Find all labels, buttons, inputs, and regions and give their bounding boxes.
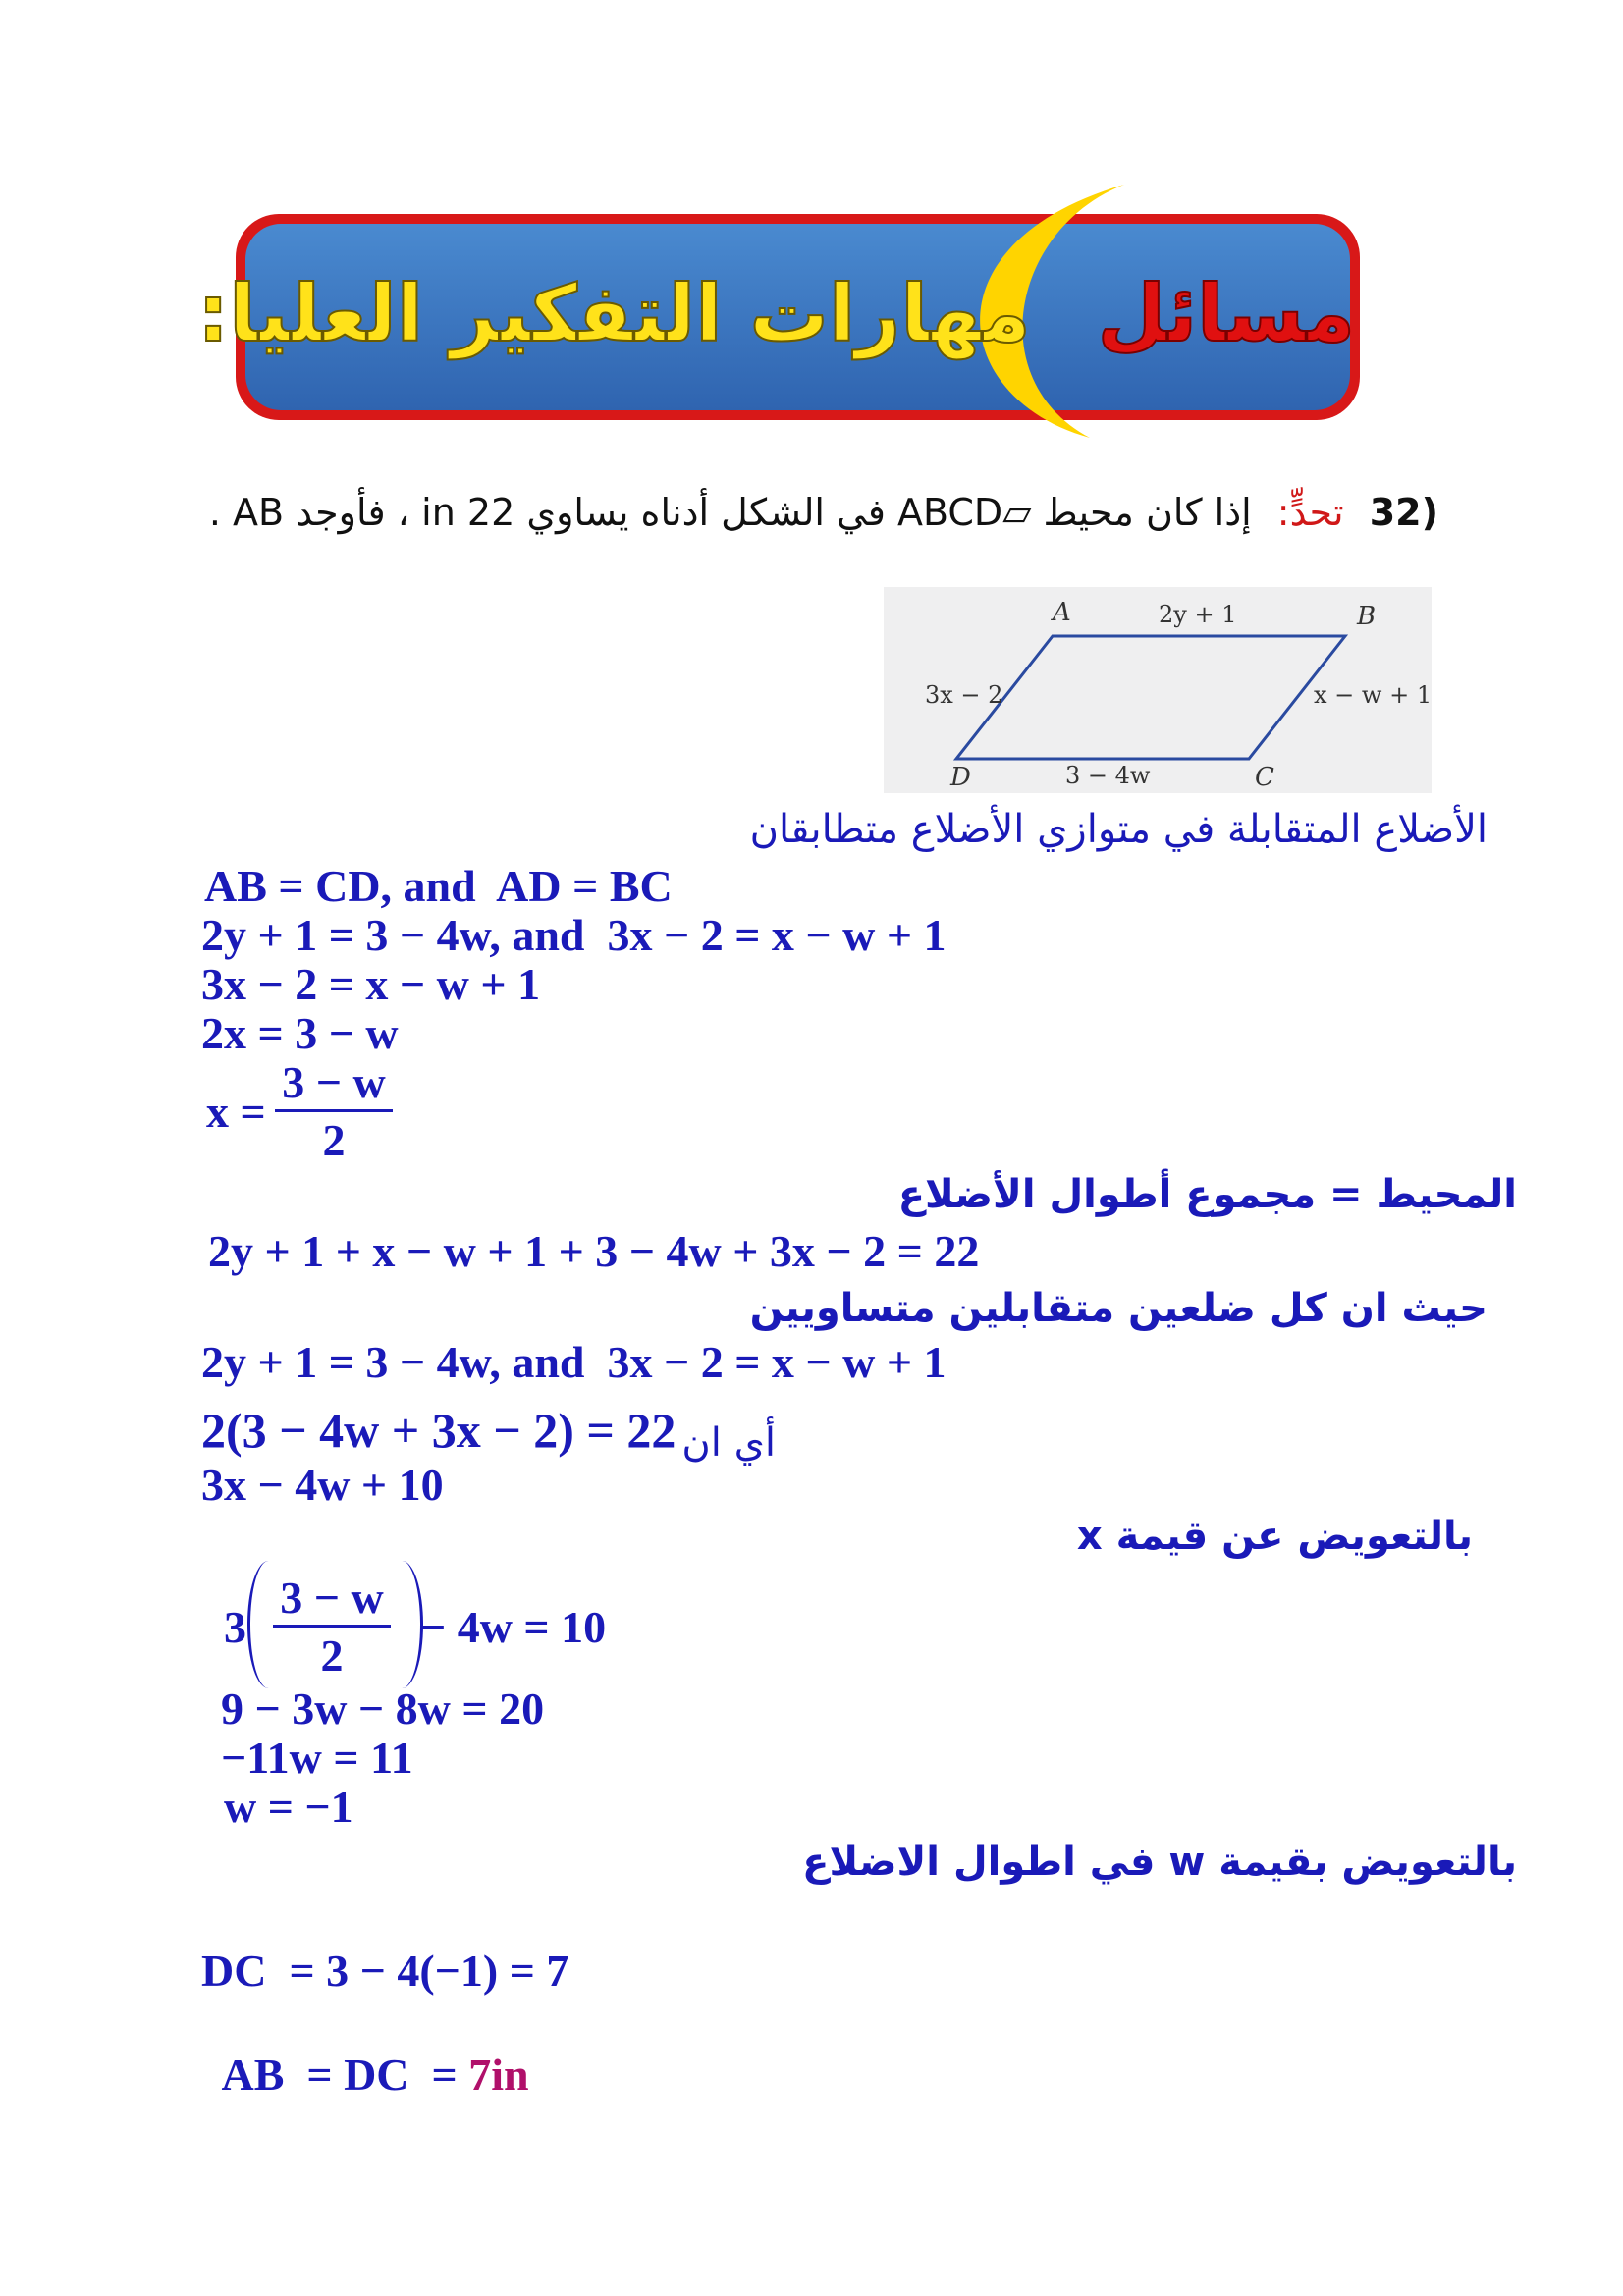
eq-line-15-lhs: AB = DC = bbox=[221, 2050, 469, 2100]
note-opposite-sides: الأضلاع المتقابلة في متوازي الأضلاع متطابقان bbox=[749, 807, 1488, 852]
eq-line-3: 3x − 2 = x − w + 1 bbox=[201, 959, 541, 1009]
eq-line-5-denominator: 2 bbox=[322, 1115, 346, 1165]
eq-line-4: 2x = 3 − w bbox=[201, 1008, 399, 1058]
parallelogram-figure bbox=[884, 587, 1432, 793]
eq-line-10-numerator: 3 − w bbox=[280, 1573, 384, 1623]
parallelogram-shape bbox=[956, 636, 1345, 759]
side-ad-label: 3x − 2 bbox=[925, 681, 1003, 709]
banner-words-yellow: مهارات التفكير العليا: bbox=[197, 268, 1031, 359]
eq-line-10-post: − 4w = 10 bbox=[420, 1602, 607, 1652]
eq-line-10-fraction bbox=[273, 1575, 391, 1679]
eq-line-12: −11w = 11 bbox=[221, 1733, 413, 1783]
eq-line-7: 2y + 1 = 3 − 4w, and 3x − 2 = x − w + 1 bbox=[201, 1337, 947, 1387]
eq-line-2: 2y + 1 = 3 − 4w, and 3x − 2 = x − w + 1 bbox=[201, 910, 947, 960]
question-label: تحدٍّ: bbox=[1276, 491, 1344, 534]
vertex-b-label: B bbox=[1357, 602, 1377, 631]
vertex-c-label: C bbox=[1255, 763, 1274, 792]
eq-line-9: 3x − 4w + 10 bbox=[201, 1460, 444, 1510]
side-ab-label: 2y + 1 bbox=[1159, 601, 1237, 628]
banner-word-red: مسائل bbox=[1097, 268, 1355, 359]
question-number: (32 bbox=[1369, 491, 1438, 534]
note-substitute-w: بالتعويض بقيمة w في اطوال الاضلاع bbox=[802, 1840, 1517, 1885]
eq-line-5-numerator: 3 − w bbox=[282, 1057, 386, 1107]
eq-line-5-lhs: x = bbox=[206, 1087, 266, 1137]
vertex-a-label: A bbox=[1053, 598, 1071, 627]
eq-line-5-fraction bbox=[275, 1057, 393, 1165]
side-bc-label: x − w + 1 bbox=[1314, 681, 1432, 709]
eq-line-11: 9 − 3w − 8w = 20 bbox=[221, 1683, 545, 1734]
eq-line-8: 2(3 − 4w + 3x − 2) = 22 bbox=[201, 1403, 676, 1458]
right-paren bbox=[381, 1561, 423, 1688]
eq-line-13: w = −1 bbox=[224, 1782, 353, 1832]
side-dc-label: 3 − 4w bbox=[1065, 762, 1151, 789]
eq-line-15 bbox=[201, 2007, 529, 2098]
note-substitute-x: بالتعويض عن قيمة x bbox=[1076, 1514, 1473, 1559]
question-text: إذا كان محيط ▱ABCD في الشكل أدناه يساوي 22 in ، فأوجد AB . bbox=[208, 491, 1252, 534]
eq-line-14: DC = 3 − 4(−1) = 7 bbox=[201, 1946, 569, 1996]
parallelogram-diagram bbox=[884, 587, 1432, 793]
eq-line-1: AB = CD, and AD = BC bbox=[204, 861, 673, 911]
vertex-d-label: D bbox=[950, 763, 971, 792]
final-answer: 7in bbox=[468, 2050, 529, 2100]
note-perimeter: المحيط = مجموع أطوال الأضلاع bbox=[897, 1172, 1517, 1217]
eq-line-10-pre: 3 bbox=[224, 1602, 246, 1652]
note-opposite-equal: حيث ان كل ضلعين متقابلين متساويين bbox=[749, 1286, 1488, 1331]
question-line bbox=[208, 483, 1438, 542]
banner-title bbox=[197, 250, 1355, 378]
note-that-is: أي ان bbox=[681, 1420, 776, 1466]
eq-line-6: 2y + 1 + x − w + 1 + 3 − 4w + 3x − 2 = 22 bbox=[208, 1226, 980, 1276]
eq-line-10-denominator: 2 bbox=[320, 1630, 344, 1681]
